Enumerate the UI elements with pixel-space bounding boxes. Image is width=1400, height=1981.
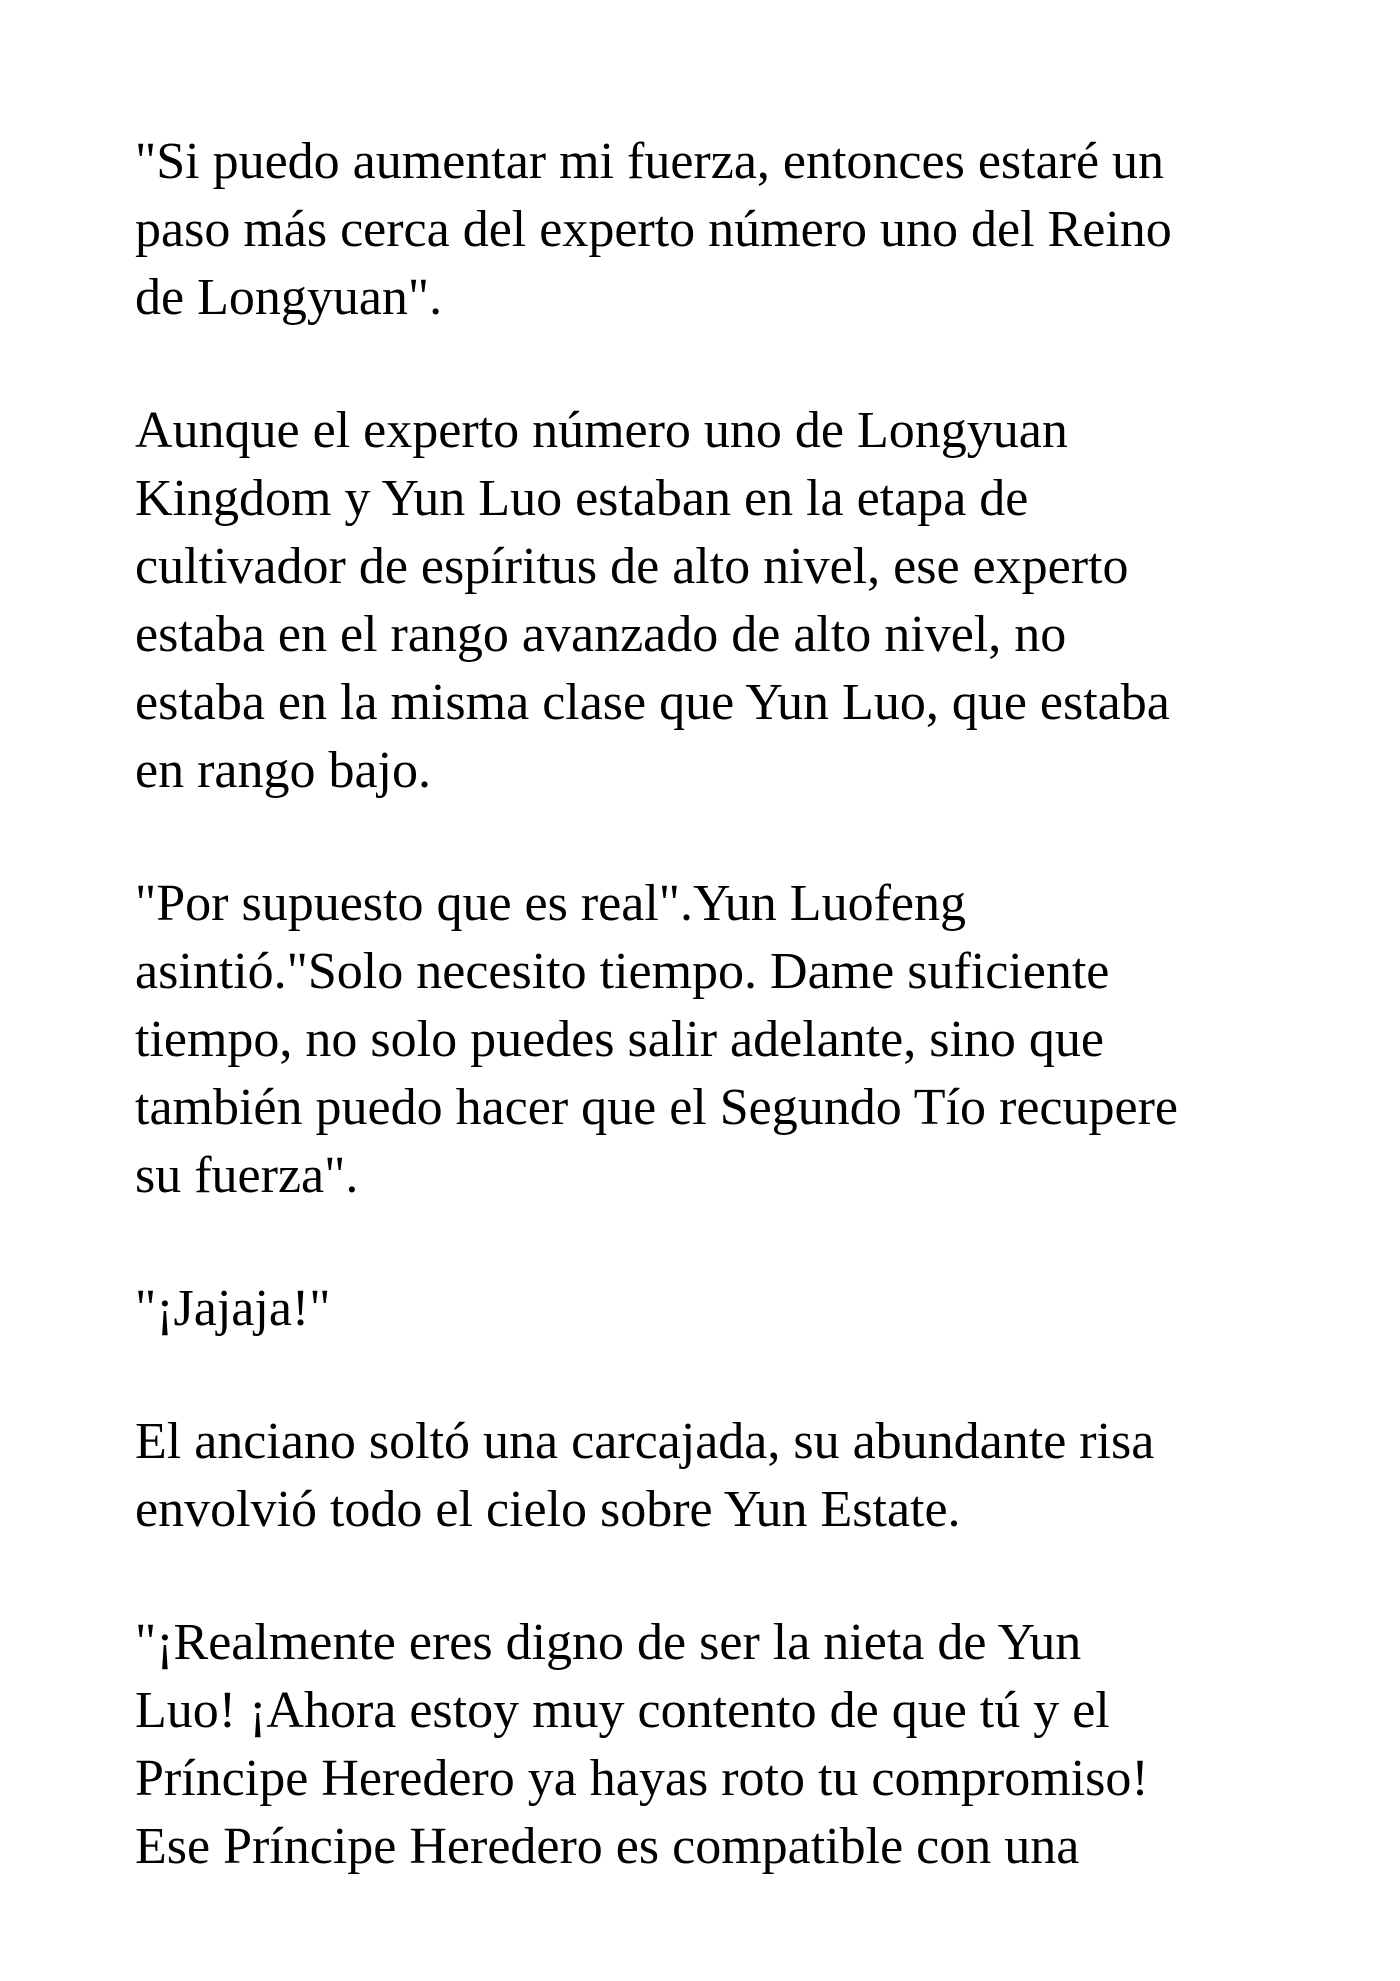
text-line: "Por supuesto que es real".Yun Luofeng — [135, 875, 966, 932]
text-line: cultivador de espíritus de alto nivel, ese experto — [135, 538, 1129, 595]
paragraph-2 — [135, 397, 1315, 805]
text-line: estaba en el rango avanzado de alto nivel, no — [135, 606, 1067, 663]
text-line: tiempo, no solo puedes salir adelante, sino que — [135, 1011, 1105, 1068]
paragraph-5 — [135, 1408, 1315, 1544]
paragraph-6 — [135, 1609, 1315, 1881]
paragraph-4 — [135, 1275, 1315, 1343]
text-line: "¡Jajaja!" — [135, 1280, 331, 1337]
text-line: Kingdom y Yun Luo estaban en la etapa de — [135, 470, 1029, 527]
text-line: también puedo hacer que el Segundo Tío recupere — [135, 1079, 1178, 1136]
text-line: estaba en la misma clase que Yun Luo, que estaba — [135, 674, 1170, 731]
text-line: El anciano soltó una carcajada, su abundante risa — [135, 1413, 1155, 1470]
document-body — [135, 128, 1315, 1946]
text-line: asintió."Solo necesito tiempo. Dame suficiente — [135, 943, 1110, 1000]
paragraph-3 — [135, 870, 1315, 1210]
paragraph-1 — [135, 128, 1315, 332]
text-line: Ese Príncipe Heredero es compatible con una — [135, 1818, 1080, 1875]
text-line: su fuerza". — [135, 1147, 359, 1204]
text-line: de Longyuan". — [135, 269, 443, 326]
text-line: paso más cerca del experto número uno del Reino — [135, 201, 1172, 258]
text-line: en rango bajo. — [135, 742, 432, 799]
text-line: envolvió todo el cielo sobre Yun Estate. — [135, 1481, 961, 1538]
text-line: Luo! ¡Ahora estoy muy contento de que tú y el — [135, 1682, 1110, 1739]
text-line: "¡Realmente eres digno de ser la nieta de Yun — [135, 1614, 1082, 1671]
text-line: "Si puedo aumentar mi fuerza, entonces estaré un — [135, 133, 1165, 190]
text-line: Príncipe Heredero ya hayas roto tu compromiso! — [135, 1750, 1149, 1807]
text-line: Aunque el experto número uno de Longyuan — [135, 402, 1068, 459]
